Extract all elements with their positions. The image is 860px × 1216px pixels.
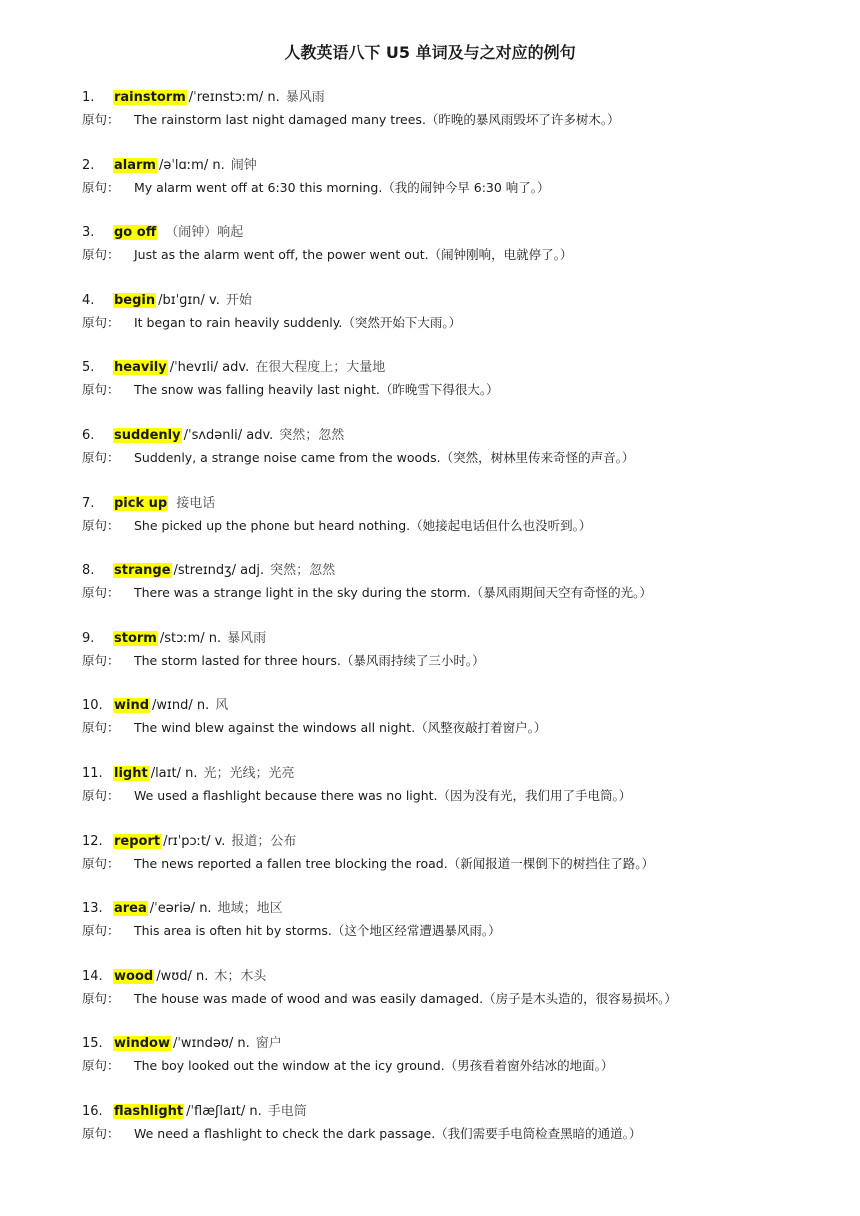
example-sentence: The storm lasted for three hours.（暴风雨持续了三小时。） [134, 652, 485, 668]
phonetic: /laɪt/ n. [150, 765, 198, 781]
entry-number: 9. [82, 630, 95, 646]
example-label: 原句： [82, 652, 120, 668]
page-title: 人教英语八下 U5 单词及与之对应的例句 [284, 43, 576, 62]
entry-number: 4. [82, 292, 95, 308]
example-line [82, 718, 842, 738]
example-line [82, 1056, 842, 1076]
example-label: 原句： [82, 314, 120, 330]
phonetic: /streɪndʒ/ adj. [173, 563, 265, 579]
example-label: 原句： [82, 112, 120, 127]
phonetic: /ˈwɪndəʊ/ n. [172, 1036, 250, 1052]
example-label: 原句： [82, 247, 120, 263]
chinese-meaning: （闹钟）响起 [165, 225, 244, 241]
chinese-meaning: 风 [215, 698, 229, 714]
word-line [82, 494, 842, 516]
entry-number: 3. [82, 225, 95, 241]
vocabulary-entry [82, 156, 842, 224]
vocab-word: go off [114, 225, 157, 241]
vocab-word: report [114, 833, 161, 849]
phonetic: /ˈreɪnstɔːm/ n. [188, 90, 280, 105]
chinese-meaning: 开始 [225, 292, 252, 308]
example-line [82, 786, 842, 806]
vocabulary-entry [82, 1102, 842, 1170]
vocab-word: area [114, 901, 147, 917]
word-line [82, 426, 842, 448]
word-line [82, 832, 842, 854]
example-label: 原句： [82, 1125, 120, 1141]
example-line [82, 110, 842, 130]
entry-number: 1. [82, 90, 95, 105]
example-line [82, 313, 842, 333]
entry-number: 12. [82, 833, 103, 849]
phonetic: /wɪnd/ n. [152, 698, 210, 714]
example-line [82, 854, 842, 874]
vocabulary-entry [82, 494, 842, 562]
chinese-meaning: 突然；忽然 [279, 427, 345, 443]
chinese-meaning: 闹钟 [230, 157, 257, 173]
example-label: 原句： [82, 923, 120, 939]
chinese-meaning: 窗户 [255, 1036, 282, 1052]
example-sentence: This area is often hit by storms.（这个地区经常遭遇暴风雨。） [134, 923, 501, 939]
example-sentence: My alarm went off at 6:30 this morning.（我的闹钟今早 6:30 响了。） [134, 179, 550, 195]
entry-number: 6. [82, 427, 95, 443]
vocabulary-entry [82, 832, 842, 900]
phonetic: /rɪˈpɔːt/ v. [163, 833, 226, 849]
example-sentence: The wind blew against the windows all night.（风整夜敲打着窗户。） [134, 720, 547, 736]
vocabulary-entry [82, 1034, 842, 1102]
vocabulary-entry [82, 88, 842, 156]
example-label: 原句： [82, 855, 120, 871]
vocab-word: light [114, 765, 148, 781]
example-line [82, 651, 842, 671]
word-line [82, 291, 842, 313]
example-sentence: Suddenly, a strange noise came from the woods.（突然，树林里传来奇怪的声音。） [134, 449, 635, 465]
example-label: 原句： [82, 990, 120, 1006]
entry-number: 10. [82, 698, 103, 714]
chinese-meaning: 报道；公布 [231, 833, 297, 849]
example-sentence: The news reported a fallen tree blocking the road.（新闻报道一棵倒下的树挡住了路。） [134, 855, 654, 871]
example-sentence: The boy looked out the window at the icy ground.（男孩看着窗外结冰的地面。） [134, 1058, 614, 1074]
vocab-word: alarm [114, 157, 156, 173]
example-sentence: She picked up the phone but heard nothing.（她接起电话但什么也没听到。） [134, 517, 592, 533]
entry-number: 8. [82, 563, 95, 579]
entry-number: 13. [82, 901, 103, 917]
phonetic: /əˈlɑːm/ n. [158, 157, 225, 173]
example-line [82, 380, 842, 400]
example-sentence: We used a flashlight because there was no light.（因为没有光，我们用了手电筒。） [134, 787, 632, 803]
vocabulary-entry [82, 291, 842, 359]
entry-number: 5. [82, 360, 95, 376]
example-line [82, 989, 842, 1009]
vocabulary-entry [82, 967, 842, 1035]
phonetic: /ˈhevɪli/ adv. [169, 360, 250, 376]
vocab-word: suddenly [114, 427, 181, 443]
word-line [82, 696, 842, 718]
vocabulary-entry [82, 696, 842, 764]
vocab-word: heavily [114, 360, 167, 376]
vocabulary-entry [82, 764, 842, 832]
word-line [82, 88, 842, 110]
vocabulary-entry [82, 426, 842, 494]
example-sentence: It began to rain heavily suddenly.（突然开始下大雨。） [134, 314, 462, 330]
example-line [82, 921, 842, 941]
word-line [82, 561, 842, 583]
example-label: 原句： [82, 585, 120, 601]
vocab-word: storm [114, 630, 157, 646]
example-label: 原句： [82, 382, 120, 398]
example-sentence: We need a flashlight to check the dark passage.（我们需要手电筒检查黑暗的通道。） [134, 1125, 642, 1141]
example-label: 原句： [82, 179, 120, 195]
example-line [82, 583, 842, 603]
phonetic: /ˈflæʃlaɪt/ n. [186, 1103, 262, 1119]
word-line [82, 899, 842, 921]
example-sentence: There was a strange light in the sky during the storm.（暴风雨期间天空有奇怪的光。） [134, 585, 652, 601]
vocabulary-entry [82, 561, 842, 629]
example-label: 原句： [82, 517, 120, 533]
phonetic: /stɔːm/ n. [159, 630, 222, 646]
word-line [82, 629, 842, 651]
example-line [82, 245, 842, 265]
phonetic: /ˈsʌdənli/ adv. [183, 427, 274, 443]
example-line [82, 516, 842, 536]
example-line [82, 1124, 842, 1144]
chinese-meaning: 接电话 [176, 495, 216, 511]
chinese-meaning: 手电筒 [267, 1103, 307, 1119]
chinese-meaning: 木；木头 [214, 968, 267, 984]
vocabulary-entry [82, 358, 842, 426]
entry-number: 15. [82, 1036, 103, 1052]
example-label: 原句： [82, 449, 120, 465]
word-line [82, 1102, 842, 1124]
vocab-word: wood [114, 968, 154, 984]
example-line [82, 178, 842, 198]
example-label: 原句： [82, 1058, 120, 1074]
example-sentence: The snow was falling heavily last night.（昨晚雪下得很大。） [134, 382, 499, 398]
word-line [82, 1034, 842, 1056]
chinese-meaning: 突然；忽然 [270, 563, 336, 579]
word-line [82, 764, 842, 786]
entry-number: 11. [82, 765, 103, 781]
vocab-word: wind [114, 698, 150, 714]
word-line [82, 967, 842, 989]
vocab-word: begin [114, 292, 156, 308]
chinese-meaning: 在很大程度上；大量地 [255, 360, 386, 376]
vocab-word: window [114, 1036, 170, 1052]
example-label: 原句： [82, 720, 120, 736]
vocabulary-entry [82, 629, 842, 697]
vocabulary-entry [82, 223, 842, 291]
phonetic: /wʊd/ n. [156, 968, 209, 984]
example-label: 原句： [82, 787, 120, 803]
entry-number: 2. [82, 157, 95, 173]
vocab-word: pick up [114, 495, 168, 511]
chinese-meaning: 光；光线；光亮 [203, 765, 295, 781]
example-line [82, 448, 842, 468]
phonetic: /ˈeəriə/ n. [149, 901, 212, 917]
chinese-meaning: 暴风雨 [227, 630, 267, 646]
example-sentence: The house was made of wood and was easily damaged.（房子是木头造的，很容易损坏。） [134, 990, 677, 1006]
example-sentence: The rainstorm last night damaged many trees.（昨晚的暴风雨毁坏了许多树木。） [134, 112, 620, 127]
word-line [82, 156, 842, 178]
phonetic: /bɪˈɡɪn/ v. [158, 292, 220, 308]
word-line [82, 358, 842, 380]
vocabulary-entry [82, 899, 842, 967]
entry-number: 16. [82, 1103, 103, 1119]
vocabulary-list [82, 88, 842, 1170]
entry-number: 7. [82, 495, 95, 511]
word-line [82, 223, 842, 245]
example-sentence: Just as the alarm went off, the power went out.（闹钟刚响，电就停了。） [134, 247, 573, 263]
entry-number: 14. [82, 968, 103, 984]
chinese-meaning: 暴风雨 [285, 90, 325, 105]
vocab-word: rainstorm [114, 90, 186, 105]
vocab-word: flashlight [114, 1103, 184, 1119]
chinese-meaning: 地域；地区 [217, 901, 283, 917]
vocab-word: strange [114, 563, 171, 579]
